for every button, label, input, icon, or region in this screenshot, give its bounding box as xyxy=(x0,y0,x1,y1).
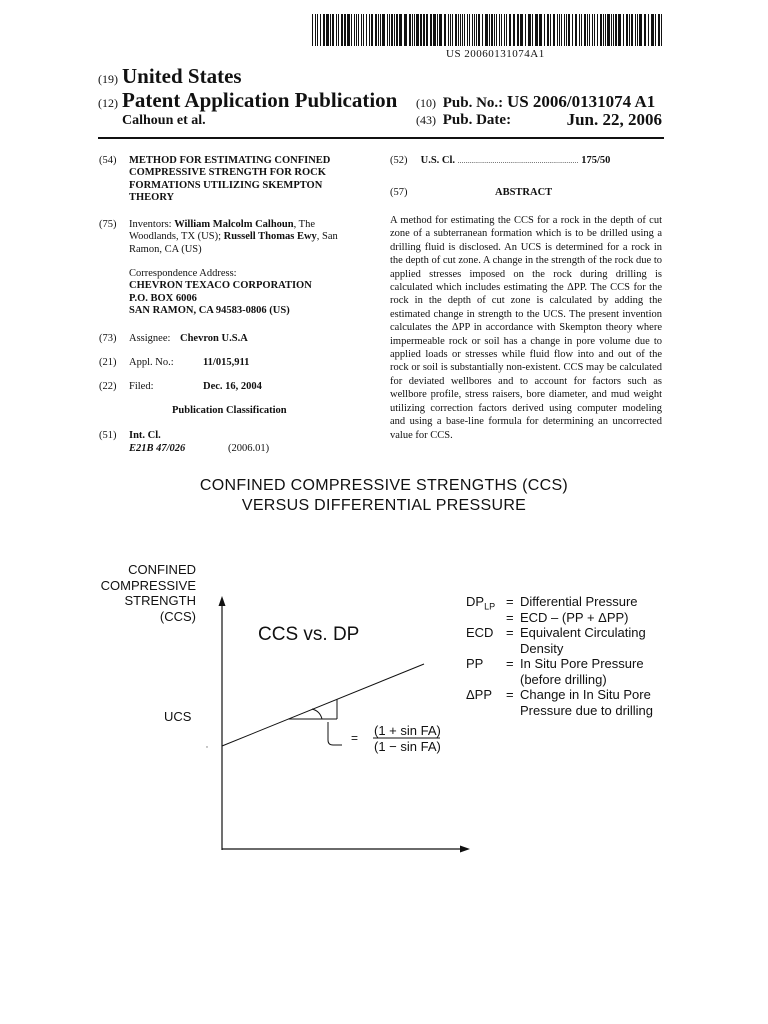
inventors-code: (75) xyxy=(99,219,117,230)
assignee-code: (73) xyxy=(99,333,117,344)
assignee-value: Chevron U.S.A xyxy=(180,333,248,344)
us-cl-code: (52) xyxy=(390,155,408,166)
y-axis-arrowhead xyxy=(219,596,226,606)
us-cl-label: U.S. Cl. xyxy=(420,155,456,166)
y-label-line: (CCS) xyxy=(159,608,196,624)
inventor-short: Calhoun et al. xyxy=(122,113,206,128)
figure-title-line1: CONFINED COMPRESSIVE STRENGTHS (CCS) xyxy=(199,477,569,494)
inventors-label: Inventors: xyxy=(129,219,172,230)
int-cl-code: (51) xyxy=(99,430,117,441)
filed-label: Filed: xyxy=(129,381,154,392)
plot-label: CCS vs. DP xyxy=(258,624,360,645)
legend-definition: ECD – (PP + ΔPP) xyxy=(520,609,629,625)
int-cl-class: E21B 47/026 xyxy=(129,443,186,454)
correspondence-line: CHEVRON TEXACO CORPORATION xyxy=(129,280,312,292)
pub-date-label: Pub. Date: xyxy=(442,112,512,128)
legend-definition: Pressure due to drilling xyxy=(520,702,653,718)
legend-abbr-subscript: LP xyxy=(484,601,496,612)
figure-title-line2: VERSUS DIFFERENTIAL PRESSURE xyxy=(241,497,527,514)
legend-definition: Change in In Situ Pore xyxy=(520,687,651,702)
pub-no-value: US 2006/0131074 A1 xyxy=(506,92,656,111)
legend-equals: = xyxy=(506,594,514,609)
legend-abbr xyxy=(466,594,495,615)
patent-title: METHOD FOR ESTIMATING CONFINED COMPRESSIVE STRENGTH FOR ROCK FORMATIONS UTILIZING SKEMPTON THEORY xyxy=(129,155,331,204)
us-cl-dots: .............................................................. xyxy=(457,157,579,165)
y-label-line: CONFINED xyxy=(128,562,196,577)
legend-abbr xyxy=(466,656,483,677)
slope-equals: = xyxy=(351,731,359,745)
slope-denominator: (1 − sin FA) xyxy=(374,739,441,754)
inventor-2-name: Russell Thomas Ewy xyxy=(223,231,317,243)
us-cl-value: 175/50 xyxy=(581,155,611,166)
slope-leader xyxy=(328,722,342,745)
country-name: United States xyxy=(122,64,242,88)
inventor-2-location: , San Ramon, CA (US) xyxy=(129,231,338,255)
pub-date-value: Jun. 22, 2006 xyxy=(566,110,662,129)
y-label-line: STRENGTH xyxy=(124,593,196,608)
correspondence-line: P.O. BOX 6006 xyxy=(129,292,197,304)
appl-code: (21) xyxy=(99,357,117,368)
legend-definition: Equivalent Circulating xyxy=(520,625,646,640)
legend-abbr-text: ΔPP xyxy=(466,687,493,702)
legend-abbr xyxy=(466,625,493,646)
x-axis-arrowhead xyxy=(460,846,470,853)
ucs-label: UCS xyxy=(164,709,192,724)
country-code: (19) xyxy=(98,72,118,86)
pub-no-label: Pub. No.: xyxy=(442,95,504,111)
legend-equals: = xyxy=(506,656,514,671)
assignee-label: Assignee: xyxy=(129,333,171,344)
legend-definition: In Situ Pore Pressure xyxy=(520,656,644,671)
legend-definition: Density xyxy=(520,640,564,656)
filed-code: (22) xyxy=(99,381,117,392)
legend-abbr-text: ECD xyxy=(466,625,494,640)
legend-abbr xyxy=(466,687,492,708)
y-label-line: COMPRESSIVE xyxy=(100,577,196,593)
abstract-code: (57) xyxy=(390,187,408,198)
legend-equals: = xyxy=(506,687,514,702)
filed-value: Dec. 16, 2004 xyxy=(203,381,262,392)
legend-equals: = xyxy=(506,609,514,625)
pub-date-code: (43) xyxy=(416,113,436,127)
legend-abbr-text: PP xyxy=(466,656,484,671)
int-cl-year: (2006.01) xyxy=(228,443,270,454)
ucs-tick xyxy=(206,746,207,747)
pub-no-code: (10) xyxy=(416,96,436,110)
legend-definition: (before drilling) xyxy=(520,671,607,687)
correspondence-label: Correspondence Address: xyxy=(129,268,237,279)
inventor-1-name: William Malcolm Calhoun xyxy=(174,219,294,230)
abstract-text: A method for estimating the CCS for a rock in the depth of cut zone of a subterranean formation which is to be drilled using a drilling fluid is disclosed. An UCS is determined for a rock in the depth of cut zone. A change in the strength of the rock due to applied stresses imposed on the rock during drilling is calculated which includes estimating the ΔPP. The CCS for the rock in the depth of cut zone is calculated by adding the estimated change in strength to the UCS. The present invention calculates the ΔPP in accordance with Skempton theory where impermeable rock or soil has a change in pore volume due to applied loads or stresses while fluid flow into and out of the rock or soil is substantially non-existent. CCS may be calculated for deviated wellbores and to account for factors such as wellbore profile, stress raisers, bore diameter, and mud weight utilizing correction factors derived using computer modeling and using a base-line formula for determining an uncorrected value for CCS. xyxy=(390,215,662,441)
pub-type-code: (12) xyxy=(98,96,118,110)
barcode-number: US 20060131074A1 xyxy=(446,48,545,60)
correspondence-line: SAN RAMON, CA 94583-0806 (US) xyxy=(129,305,290,317)
pub-type-text: Patent Application Publication xyxy=(122,88,398,112)
slope-angle-arc xyxy=(312,709,322,719)
legend-abbr-text: DP xyxy=(466,594,485,609)
int-cl-label: Int. Cl. xyxy=(129,430,161,441)
slope-numerator: (1 + sin FA) xyxy=(374,723,441,738)
legend-definition: Differential Pressure xyxy=(520,594,638,609)
inventor-1-location: , The Woodlands, TX (US); xyxy=(129,219,315,243)
legend-equals: = xyxy=(506,625,514,640)
title-code: (54) xyxy=(99,155,117,166)
appl-value: 11/015,911 xyxy=(203,357,250,368)
appl-label: Appl. No.: xyxy=(129,357,174,368)
publication-classification-heading: Publication Classification xyxy=(172,405,287,416)
abstract-heading: ABSTRACT xyxy=(495,187,553,198)
